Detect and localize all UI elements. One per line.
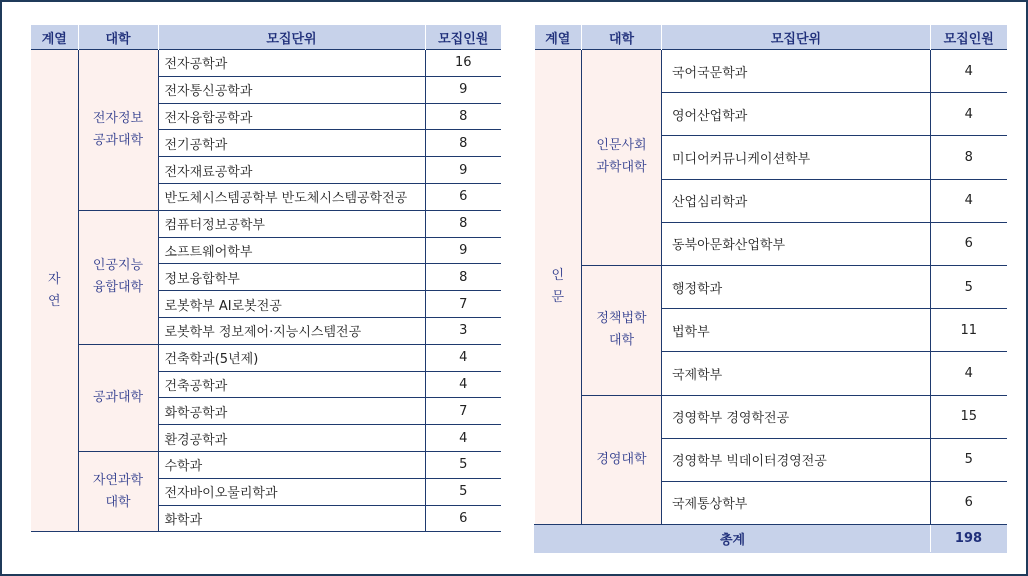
unit-name-cell: 건축학과(5년제) — [158, 344, 425, 371]
unit-name-cell: 소프트웨어학부 — [158, 237, 425, 264]
college-cell: 인문사회 과학대학 — [582, 50, 662, 266]
college-cell: 인공지능 융합대학 — [78, 210, 158, 344]
unit-count-cell: 4 — [931, 50, 1007, 93]
unit-count-cell: 5 — [425, 478, 501, 505]
unit-name-cell: 법학부 — [662, 309, 931, 352]
unit-count-cell: 16 — [425, 50, 501, 77]
unit-count-cell: 6 — [425, 183, 501, 210]
college-cell: 정책법학 대학 — [582, 265, 662, 395]
header-unit: 모집단위 — [158, 25, 425, 50]
college-cell: 자연과학 대학 — [78, 451, 158, 531]
field-cell: 자 연 — [31, 50, 78, 532]
unit-name-cell: 화학공학과 — [158, 398, 425, 425]
unit-count-cell: 9 — [425, 237, 501, 264]
unit-name-cell: 건축공학과 — [158, 371, 425, 398]
total-value: 198 — [931, 525, 1007, 553]
unit-name-cell: 국제학부 — [662, 352, 931, 395]
unit-count-cell: 8 — [425, 103, 501, 130]
unit-name-cell: 경영학부 빅데이터경영전공 — [662, 438, 931, 481]
unit-count-cell: 4 — [931, 93, 1007, 136]
unit-count-cell: 5 — [425, 451, 501, 478]
unit-count-cell: 5 — [931, 265, 1007, 308]
header-unit: 모집단위 — [662, 25, 931, 50]
unit-name-cell: 환경공학과 — [158, 425, 425, 452]
unit-name-cell: 전자통신공학과 — [158, 76, 425, 103]
unit-name-cell: 화학과 — [158, 505, 425, 532]
unit-count-cell: 4 — [425, 425, 501, 452]
unit-count-cell: 8 — [425, 130, 501, 157]
table-row — [535, 265, 1007, 308]
total-label: 총계 — [535, 525, 931, 553]
unit-count-cell: 6 — [931, 481, 1007, 524]
college-cell: 경영대학 — [582, 395, 662, 525]
unit-name-cell: 동북아문화산업학부 — [662, 222, 931, 265]
admissions-table-humanities — [534, 25, 1007, 553]
unit-count-cell: 11 — [931, 309, 1007, 352]
unit-name-cell: 경영학부 경영학전공 — [662, 395, 931, 438]
unit-count-cell: 7 — [425, 398, 501, 425]
field-cell: 인 문 — [535, 50, 582, 525]
total-row — [535, 525, 1007, 553]
unit-name-cell: 전자공학과 — [158, 50, 425, 77]
unit-name-cell: 국제통상학부 — [662, 481, 931, 524]
unit-count-cell: 7 — [425, 291, 501, 318]
college-cell: 공과대학 — [78, 344, 158, 451]
unit-count-cell: 8 — [931, 136, 1007, 179]
unit-name-cell: 반도체시스템공학부 반도체시스템공학전공 — [158, 183, 425, 210]
admissions-table-natural — [31, 25, 501, 532]
unit-count-cell: 3 — [425, 317, 501, 344]
unit-count-cell: 9 — [425, 157, 501, 184]
header-field: 계열 — [31, 25, 78, 50]
unit-name-cell: 국어국문학과 — [662, 50, 931, 93]
unit-count-cell: 5 — [931, 438, 1007, 481]
header-college: 대학 — [582, 25, 662, 50]
unit-count-cell: 4 — [425, 344, 501, 371]
unit-name-cell: 전자융합공학과 — [158, 103, 425, 130]
table-row — [31, 210, 501, 237]
unit-count-cell: 8 — [425, 264, 501, 291]
unit-name-cell: 산업심리학과 — [662, 179, 931, 222]
table-row — [31, 451, 501, 478]
header-college: 대학 — [78, 25, 158, 50]
unit-name-cell: 로봇학부 정보제어·지능시스템전공 — [158, 317, 425, 344]
unit-count-cell: 6 — [425, 505, 501, 532]
unit-name-cell: 수학과 — [158, 451, 425, 478]
unit-name-cell: 영어산업학과 — [662, 93, 931, 136]
unit-name-cell: 컴퓨터정보공학부 — [158, 210, 425, 237]
unit-name-cell: 미디어커뮤니케이션학부 — [662, 136, 931, 179]
table-row — [31, 344, 501, 371]
unit-name-cell: 행정학과 — [662, 265, 931, 308]
header-count: 모집인원 — [425, 25, 501, 50]
table-row — [31, 50, 501, 77]
unit-count-cell: 6 — [931, 222, 1007, 265]
unit-count-cell: 9 — [425, 76, 501, 103]
header-field: 계열 — [535, 25, 582, 50]
unit-name-cell: 전자재료공학과 — [158, 157, 425, 184]
unit-count-cell: 8 — [425, 210, 501, 237]
unit-name-cell: 전기공학과 — [158, 130, 425, 157]
table-header-row — [535, 25, 1007, 50]
header-count: 모집인원 — [931, 25, 1007, 50]
unit-count-cell: 4 — [931, 179, 1007, 222]
unit-count-cell: 15 — [931, 395, 1007, 438]
college-cell: 전자정보 공과대학 — [78, 50, 158, 211]
unit-name-cell: 전자바이오물리학과 — [158, 478, 425, 505]
unit-name-cell: 로봇학부 AI로봇전공 — [158, 291, 425, 318]
table-header-row — [31, 25, 501, 50]
table-row — [535, 50, 1007, 93]
unit-name-cell: 정보융합학부 — [158, 264, 425, 291]
table-row — [535, 395, 1007, 438]
unit-count-cell: 4 — [425, 371, 501, 398]
unit-count-cell: 4 — [931, 352, 1007, 395]
